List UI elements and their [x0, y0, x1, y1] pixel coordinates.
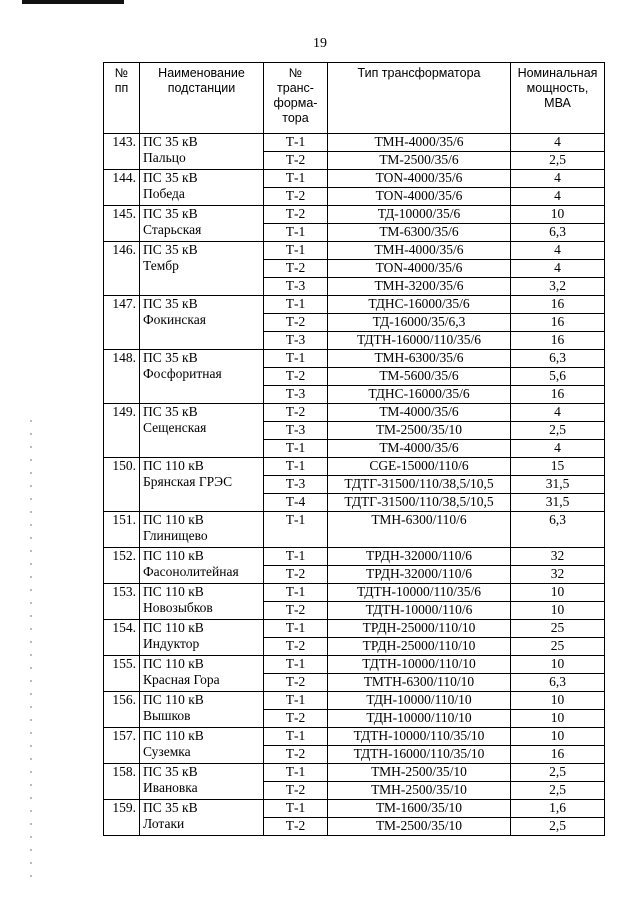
transformer-number: Т-1: [264, 170, 328, 188]
transformer-type: ТМТН-6300/110/10: [328, 674, 511, 692]
table-row: [104, 692, 605, 710]
substation-name: ПС 35 кВ Победа: [140, 170, 264, 206]
transformer-number: Т-1: [264, 548, 328, 566]
table-row: [104, 656, 605, 674]
transformer-number: Т-1: [264, 224, 328, 242]
rated-power: 31,5: [511, 494, 605, 512]
transformer-type: ТМН-4000/35/6: [328, 242, 511, 260]
transformer-type: ТМН-3200/35/6: [328, 278, 511, 296]
rated-power: 16: [511, 386, 605, 404]
rated-power: 4: [511, 242, 605, 260]
transformer-number: Т-2: [264, 314, 328, 332]
rated-power: 2,5: [511, 782, 605, 800]
substation-name: ПС 35 кВ Фокинская: [140, 296, 264, 350]
transformer-type: ТМН-2500/35/10: [328, 764, 511, 782]
transformer-number: Т-2: [264, 746, 328, 764]
rated-power: 2,5: [511, 422, 605, 440]
page-number: 19: [313, 36, 327, 51]
table-row: [104, 206, 605, 224]
header-substation-name: Наименование подстанции: [140, 63, 264, 134]
top-rule: [22, 0, 124, 4]
transformer-number: Т-1: [264, 512, 328, 548]
transformer-number: Т-2: [264, 260, 328, 278]
row-number: 151.: [104, 512, 140, 548]
transformer-number: Т-1: [264, 800, 328, 818]
transformer-number: Т-2: [264, 782, 328, 800]
transformer-type: ТМ-5600/35/6: [328, 368, 511, 386]
rated-power: 10: [511, 710, 605, 728]
table-row: [104, 404, 605, 422]
rated-power: 4: [511, 260, 605, 278]
transformer-type: ТДТН-16000/110/35/10: [328, 746, 511, 764]
transformer-number: Т-3: [264, 278, 328, 296]
rated-power: 4: [511, 170, 605, 188]
margin-dotted-line: [30, 420, 32, 880]
row-number: 148.: [104, 350, 140, 404]
substation-name: ПС 35 кВ Пальцо: [140, 134, 264, 170]
substation-name: ПС 110 кВ Индуктор: [140, 620, 264, 656]
transformer-type: ТМН-6300/35/6: [328, 350, 511, 368]
rated-power: 32: [511, 548, 605, 566]
rated-power: 4: [511, 134, 605, 152]
transformer-number: Т-2: [264, 638, 328, 656]
rated-power: 4: [511, 404, 605, 422]
substation-name: ПС 110 кВ Вышков: [140, 692, 264, 728]
row-number: 145.: [104, 206, 140, 242]
transformer-type: ТРДН-25000/110/10: [328, 620, 511, 638]
rated-power: 16: [511, 314, 605, 332]
table-row: [104, 548, 605, 566]
rated-power: 10: [511, 584, 605, 602]
transformer-type: ТДТН-16000/110/35/6: [328, 332, 511, 350]
table-row: [104, 242, 605, 260]
transformer-number: Т-3: [264, 422, 328, 440]
header-rated-power: Номинальная мощность, МВА: [511, 63, 605, 134]
row-number: 144.: [104, 170, 140, 206]
transformer-number: Т-1: [264, 728, 328, 746]
substation-name: ПС 35 кВ Ивановка: [140, 764, 264, 800]
row-number: 159.: [104, 800, 140, 836]
table-body: [104, 134, 605, 836]
rated-power: 10: [511, 692, 605, 710]
transformer-number: Т-1: [264, 440, 328, 458]
row-number: 156.: [104, 692, 140, 728]
transformer-number: Т-2: [264, 602, 328, 620]
transformer-number: Т-2: [264, 566, 328, 584]
transformer-type: ТДТН-10000/110/35/10: [328, 728, 511, 746]
substation-name: ПС 110 кВ Фасонолитейная: [140, 548, 264, 584]
row-number: 152.: [104, 548, 140, 584]
transformer-number: Т-1: [264, 350, 328, 368]
transformer-type: ТДТН-10000/110/35/6: [328, 584, 511, 602]
rated-power: 4: [511, 188, 605, 206]
transformer-number: Т-2: [264, 404, 328, 422]
rated-power: 2,5: [511, 764, 605, 782]
transformer-number: Т-1: [264, 692, 328, 710]
rated-power: 3,2: [511, 278, 605, 296]
transformer-type: ТДТГ-31500/110/38,5/10,5: [328, 494, 511, 512]
transformer-type: ТДН-10000/110/10: [328, 710, 511, 728]
transformer-type: ТД-16000/35/6,3: [328, 314, 511, 332]
substation-name: ПС 110 кВ Красная Гора: [140, 656, 264, 692]
rated-power: 25: [511, 638, 605, 656]
transformer-number: Т-1: [264, 656, 328, 674]
row-number: 146.: [104, 242, 140, 296]
transformer-type: ТОN-4000/35/6: [328, 170, 511, 188]
transformer-type: ТДТН-10000/110/10: [328, 656, 511, 674]
rated-power: 16: [511, 332, 605, 350]
transformer-number: Т-3: [264, 476, 328, 494]
rated-power: 32: [511, 566, 605, 584]
row-number: 149.: [104, 404, 140, 458]
transformer-type: ТМ-2500/35/6: [328, 152, 511, 170]
header-num: № пп: [104, 63, 140, 134]
table-row: [104, 800, 605, 818]
row-number: 154.: [104, 620, 140, 656]
transformer-number: Т-1: [264, 620, 328, 638]
transformer-number: Т-1: [264, 764, 328, 782]
transformer-type: ТМН-6300/110/6: [328, 512, 511, 548]
transformer-type: ТДНС-16000/35/6: [328, 296, 511, 314]
transformer-number: Т-4: [264, 494, 328, 512]
rated-power: 1,6: [511, 800, 605, 818]
transformer-type: ТРДН-32000/110/6: [328, 548, 511, 566]
substation-name: ПС 35 кВ Тембр: [140, 242, 264, 296]
rated-power: 10: [511, 206, 605, 224]
row-number: 143.: [104, 134, 140, 170]
row-number: 153.: [104, 584, 140, 620]
substation-name: ПС 35 кВ Фосфоритная: [140, 350, 264, 404]
table-row: [104, 134, 605, 152]
substation-name: ПС 110 кВ Суземка: [140, 728, 264, 764]
substation-name: ПС 35 кВ Лотаки: [140, 800, 264, 836]
rated-power: 15: [511, 458, 605, 476]
transformer-type: ТМ-6300/35/6: [328, 224, 511, 242]
substation-name: ПС 110 кВ Брянская ГРЭС: [140, 458, 264, 512]
transformer-type: ТРДН-25000/110/10: [328, 638, 511, 656]
rated-power: 6,3: [511, 350, 605, 368]
table-header-row: [104, 63, 605, 134]
rated-power: 16: [511, 746, 605, 764]
table-row: [104, 296, 605, 314]
rated-power: 10: [511, 656, 605, 674]
transformer-number: Т-2: [264, 368, 328, 386]
rated-power: 6,3: [511, 224, 605, 242]
rated-power: 2,5: [511, 152, 605, 170]
row-number: 158.: [104, 764, 140, 800]
table-row: [104, 350, 605, 368]
transformer-number: Т-3: [264, 386, 328, 404]
row-number: 157.: [104, 728, 140, 764]
transformer-type: ТДТН-10000/110/6: [328, 602, 511, 620]
transformer-type: ТДН-10000/110/10: [328, 692, 511, 710]
rated-power: 6,3: [511, 512, 605, 548]
transformer-number: Т-1: [264, 242, 328, 260]
substation-name: ПС 35 кВ Старьская: [140, 206, 264, 242]
transformer-number: Т-1: [264, 584, 328, 602]
rated-power: 5,6: [511, 368, 605, 386]
transformer-type: ТДНС-16000/35/6: [328, 386, 511, 404]
transformer-type: ТДТГ-31500/110/38,5/10,5: [328, 476, 511, 494]
transformer-type: ТМН-2500/35/10: [328, 782, 511, 800]
row-number: 150.: [104, 458, 140, 512]
transformer-type: ТРДН-32000/110/6: [328, 566, 511, 584]
row-number: 155.: [104, 656, 140, 692]
transformer-type: ТМ-2500/35/10: [328, 818, 511, 836]
rated-power: 4: [511, 440, 605, 458]
table-row: [104, 764, 605, 782]
transformer-type: ТОN-4000/35/6: [328, 188, 511, 206]
rated-power: 6,3: [511, 674, 605, 692]
transformer-number: Т-1: [264, 458, 328, 476]
table-row: [104, 584, 605, 602]
transformer-number: Т-1: [264, 134, 328, 152]
transformer-type: ТМ-2500/35/10: [328, 422, 511, 440]
table-row: [104, 512, 605, 548]
transformer-type: ТМ-4000/35/6: [328, 440, 511, 458]
rated-power: 31,5: [511, 476, 605, 494]
table-row: [104, 170, 605, 188]
rated-power: 10: [511, 602, 605, 620]
transformer-type: ТОN-4000/35/6: [328, 260, 511, 278]
table-row: [104, 620, 605, 638]
transformer-number: Т-2: [264, 818, 328, 836]
transformer-type: ТМН-4000/35/6: [328, 134, 511, 152]
substation-name: ПС 110 кВ Глинищево: [140, 512, 264, 548]
header-transformer-no: № транс- форма- тора: [264, 63, 328, 134]
substation-name: ПС 110 кВ Новозыбков: [140, 584, 264, 620]
transformer-number: Т-2: [264, 206, 328, 224]
rated-power: 16: [511, 296, 605, 314]
row-number: 147.: [104, 296, 140, 350]
transformer-number: Т-2: [264, 674, 328, 692]
transformer-type: ТД-10000/35/6: [328, 206, 511, 224]
transformer-type: CGE-15000/110/6: [328, 458, 511, 476]
rated-power: 10: [511, 728, 605, 746]
transformer-type: ТМ-1600/35/10: [328, 800, 511, 818]
rated-power: 25: [511, 620, 605, 638]
substation-name: ПС 35 кВ Сещенская: [140, 404, 264, 458]
transformer-type: ТМ-4000/35/6: [328, 404, 511, 422]
table-row: [104, 458, 605, 476]
transformer-number: Т-2: [264, 188, 328, 206]
rated-power: 2,5: [511, 818, 605, 836]
substation-transformer-table: [103, 62, 605, 836]
transformer-number: Т-3: [264, 332, 328, 350]
transformer-number: Т-2: [264, 152, 328, 170]
header-transformer-type: Тип трансформатора: [328, 63, 511, 134]
transformer-number: Т-2: [264, 710, 328, 728]
transformer-number: Т-1: [264, 296, 328, 314]
table-row: [104, 728, 605, 746]
